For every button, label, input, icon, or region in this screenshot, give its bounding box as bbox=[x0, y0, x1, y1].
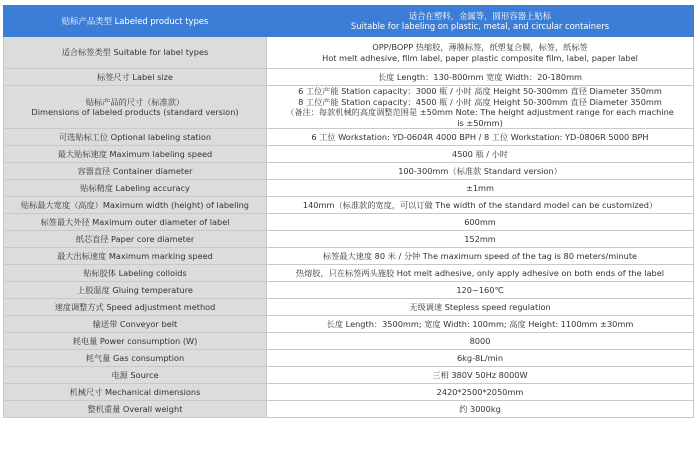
table-header-row bbox=[4, 6, 694, 37]
row-label: 纸芯直径 Paper core diameter bbox=[4, 231, 267, 248]
row-label: 最大出标速度 Maximum marking speed bbox=[4, 248, 267, 265]
row-value-line: 8 工位产能 Station capacity：4500 瓶 / 小时 高度 Height 50-300mm 直径 Diameter 350mm bbox=[298, 96, 662, 107]
row-value: 600mm bbox=[267, 214, 694, 231]
table-row bbox=[4, 248, 694, 265]
row-value: ±1mm bbox=[267, 180, 694, 197]
header-label: 贴标产品类型 Labeled product types bbox=[4, 6, 267, 37]
row-value: 标签最大速度 80 米 / 分钟 The maximum speed of the tag is 80 meters/minute bbox=[267, 248, 694, 265]
row-value: 4500 瓶 / 小时 bbox=[267, 146, 694, 163]
table-row bbox=[4, 401, 694, 418]
table-row bbox=[4, 282, 694, 299]
table-row bbox=[4, 265, 694, 282]
row-label: 输送带 Conveyor belt bbox=[4, 316, 267, 333]
table-row bbox=[4, 69, 694, 86]
table-row bbox=[4, 129, 694, 146]
row-label-line: 贴标产品的尺寸（标准款） bbox=[85, 96, 185, 107]
table-row bbox=[4, 367, 694, 384]
row-label: 最大贴标速度 Maximum labeling speed bbox=[4, 146, 267, 163]
header-value bbox=[267, 6, 694, 37]
table-row bbox=[4, 350, 694, 367]
row-label bbox=[4, 86, 267, 129]
row-value: 三相 380V 50Hz 8000W bbox=[267, 367, 694, 384]
table-row bbox=[4, 37, 694, 69]
row-label-line: Dimensions of labeled products (standard version) bbox=[31, 107, 239, 117]
table-row bbox=[4, 333, 694, 350]
row-value: 无级调速 Stepless speed regulation bbox=[267, 299, 694, 316]
table-row bbox=[4, 146, 694, 163]
row-value: 约 3000kg bbox=[267, 401, 694, 418]
table-row bbox=[4, 214, 694, 231]
row-value bbox=[267, 86, 694, 129]
row-value-line: OPP/BOPP 热缩胶，薄膜标签，纸塑复合膜，标签，纸标签 bbox=[372, 42, 588, 52]
row-label: 标签最大外径 Maximum outer diameter of label bbox=[4, 214, 267, 231]
row-value: 2420*2500*2050mm bbox=[267, 384, 694, 401]
row-label: 贴标精度 Labeling accuracy bbox=[4, 180, 267, 197]
table-row bbox=[4, 197, 694, 214]
row-label: 耗气量 Gas consumption bbox=[4, 350, 267, 367]
row-value-line: 6 工位产能 Station capacity：3000 瓶 / 小时 高度 Height 50-300mm 直径 Diameter 350mm bbox=[298, 86, 662, 96]
row-label: 可选贴标工位 Optional labeling station bbox=[4, 129, 267, 146]
row-value: 120~160℃ bbox=[267, 282, 694, 299]
row-label: 电源 Source bbox=[4, 367, 267, 384]
table-row bbox=[4, 299, 694, 316]
row-label: 贴标最大宽度（高度）Maximum width (height) of labeling bbox=[4, 197, 267, 214]
table-row bbox=[4, 163, 694, 180]
row-value: 长度 Length：130-800mm 宽度 Width：20-180mm bbox=[267, 69, 694, 86]
row-value bbox=[267, 37, 694, 69]
row-value-line: is ±50mm) bbox=[457, 117, 503, 128]
row-value-line: Hot melt adhesive, film label, paper plastic composite film, label, paper label bbox=[322, 52, 638, 63]
row-value: 热熔胶，只在标签两头施胶 Hot melt adhesive, only apply adhesive on both ends of the label bbox=[267, 265, 694, 282]
row-label: 整机重量 Overall weight bbox=[4, 401, 267, 418]
row-label: 标签尺寸 Label size bbox=[4, 69, 267, 86]
table-row bbox=[4, 316, 694, 333]
table-row bbox=[4, 231, 694, 248]
header-value-line: Suitable for labeling on plastic, metal, and circular containers bbox=[350, 21, 610, 31]
row-label: 贴标胶体 Labeling colloids bbox=[4, 265, 267, 282]
spec-table bbox=[3, 5, 694, 418]
row-label: 适合标签类型 Suitable for label types bbox=[4, 37, 267, 69]
row-label: 速度调整方式 Speed adjustment method bbox=[4, 299, 267, 316]
row-label: 上胶温度 Gluing temperature bbox=[4, 282, 267, 299]
row-label: 机械尺寸 Mechanical dimensions bbox=[4, 384, 267, 401]
spec-table-container bbox=[3, 5, 694, 418]
row-value-line: （备注：每款机械的高度调整范围是 ±50mm Note: The height adjustment range for each machine bbox=[286, 107, 674, 117]
header-value-line: 适合在塑料，金属等，圆形容器上贴标 bbox=[408, 10, 552, 21]
table-row bbox=[4, 384, 694, 401]
row-label: 耗电量 Power consumption (W) bbox=[4, 333, 267, 350]
row-value: 100-300mm（标准款 Standard version） bbox=[267, 163, 694, 180]
row-value: 152mm bbox=[267, 231, 694, 248]
row-value: 140mm（标准款的宽度，可以订做 The width of the standard model can be customized） bbox=[267, 197, 694, 214]
row-value: 6 工位 Workstation: YD-0604R 4000 BPH / 8 工位 Workstation: YD-0806R 5000 BPH bbox=[267, 129, 694, 146]
table-row bbox=[4, 86, 694, 129]
table-row bbox=[4, 180, 694, 197]
row-value: 6kg-8L/min bbox=[267, 350, 694, 367]
row-value: 长度 Length：3500mm; 宽度 Width: 100mm; 高度 Height: 1100mm ±30mm bbox=[267, 316, 694, 333]
row-value: 8000 bbox=[267, 333, 694, 350]
row-label: 容器直径 Container diameter bbox=[4, 163, 267, 180]
